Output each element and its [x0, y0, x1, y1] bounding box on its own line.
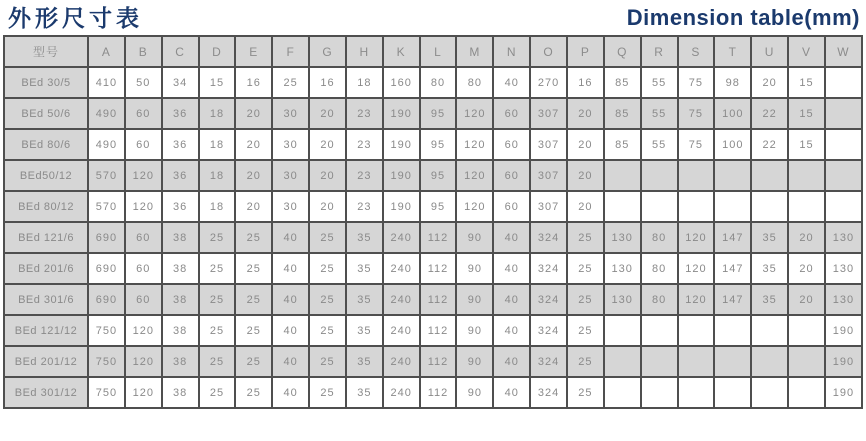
- value-cell: 20: [235, 98, 272, 129]
- value-cell: 25: [199, 315, 236, 346]
- value-cell: 75: [678, 67, 715, 98]
- value-cell: 20: [751, 67, 788, 98]
- value-cell: 18: [199, 98, 236, 129]
- value-cell: 240: [383, 346, 420, 377]
- value-cell: 324: [530, 284, 567, 315]
- value-cell: 35: [751, 253, 788, 284]
- column-header: T: [714, 36, 751, 67]
- value-cell: 40: [493, 377, 530, 408]
- value-cell: [751, 377, 788, 408]
- column-header: W: [825, 36, 862, 67]
- value-cell: 15: [788, 67, 825, 98]
- column-header: O: [530, 36, 567, 67]
- column-header: B: [125, 36, 162, 67]
- value-cell: 22: [751, 98, 788, 129]
- column-header: A: [88, 36, 125, 67]
- value-cell: 15: [199, 67, 236, 98]
- model-cell: BEd 121/12: [4, 315, 88, 346]
- value-cell: 570: [88, 160, 125, 191]
- value-cell: 100: [714, 98, 751, 129]
- value-cell: 112: [420, 222, 457, 253]
- table-body: [4, 67, 862, 408]
- model-cell: BEd 50/6: [4, 98, 88, 129]
- value-cell: [641, 191, 678, 222]
- value-cell: 95: [420, 129, 457, 160]
- value-cell: 36: [162, 160, 199, 191]
- value-cell: 190: [825, 346, 862, 377]
- value-cell: 20: [567, 129, 604, 160]
- value-cell: 190: [383, 98, 420, 129]
- value-cell: 307: [530, 98, 567, 129]
- value-cell: 40: [272, 315, 309, 346]
- value-cell: 25: [235, 346, 272, 377]
- value-cell: 60: [125, 284, 162, 315]
- value-cell: 120: [125, 315, 162, 346]
- value-cell: 18: [199, 129, 236, 160]
- value-cell: 60: [493, 191, 530, 222]
- value-cell: [604, 160, 641, 191]
- value-cell: 20: [567, 191, 604, 222]
- value-cell: 147: [714, 284, 751, 315]
- value-cell: 40: [493, 346, 530, 377]
- value-cell: 20: [788, 284, 825, 315]
- column-header: M: [456, 36, 493, 67]
- model-cell: BEd 121/6: [4, 222, 88, 253]
- value-cell: 690: [88, 253, 125, 284]
- value-cell: 16: [567, 67, 604, 98]
- value-cell: 18: [199, 191, 236, 222]
- value-cell: 90: [456, 222, 493, 253]
- value-cell: 60: [493, 98, 530, 129]
- value-cell: 40: [272, 377, 309, 408]
- value-cell: 20: [567, 160, 604, 191]
- value-cell: [825, 98, 862, 129]
- value-cell: 60: [493, 129, 530, 160]
- value-cell: 20: [309, 129, 346, 160]
- column-header: D: [199, 36, 236, 67]
- value-cell: 35: [751, 222, 788, 253]
- column-header-model: 型号: [4, 36, 88, 67]
- value-cell: 38: [162, 346, 199, 377]
- value-cell: 270: [530, 67, 567, 98]
- value-cell: 100: [714, 129, 751, 160]
- table-row: [4, 98, 862, 129]
- value-cell: 20: [567, 98, 604, 129]
- value-cell: 25: [235, 315, 272, 346]
- value-cell: 25: [567, 284, 604, 315]
- value-cell: 160: [383, 67, 420, 98]
- value-cell: 25: [309, 377, 346, 408]
- value-cell: [788, 315, 825, 346]
- value-cell: 34: [162, 67, 199, 98]
- value-cell: [604, 315, 641, 346]
- value-cell: 35: [346, 346, 383, 377]
- table-row: [4, 129, 862, 160]
- value-cell: 35: [751, 284, 788, 315]
- value-cell: 95: [420, 191, 457, 222]
- value-cell: 30: [272, 129, 309, 160]
- value-cell: 80: [641, 253, 678, 284]
- value-cell: 40: [493, 315, 530, 346]
- value-cell: 35: [346, 284, 383, 315]
- model-cell: BEd50/12: [4, 160, 88, 191]
- value-cell: 90: [456, 253, 493, 284]
- value-cell: 30: [272, 98, 309, 129]
- value-cell: 80: [456, 67, 493, 98]
- table-row: [4, 67, 862, 98]
- value-cell: 25: [199, 222, 236, 253]
- table-row: [4, 222, 862, 253]
- value-cell: 324: [530, 315, 567, 346]
- value-cell: 690: [88, 222, 125, 253]
- page-title-cn: 外形尺寸表: [8, 5, 143, 31]
- value-cell: 690: [88, 284, 125, 315]
- table-row: [4, 377, 862, 408]
- value-cell: 324: [530, 377, 567, 408]
- table-row: [4, 191, 862, 222]
- value-cell: 120: [678, 284, 715, 315]
- value-cell: 410: [88, 67, 125, 98]
- value-cell: 112: [420, 315, 457, 346]
- value-cell: 55: [641, 129, 678, 160]
- value-cell: [788, 346, 825, 377]
- value-cell: [714, 160, 751, 191]
- model-cell: BEd 80/12: [4, 191, 88, 222]
- value-cell: 25: [309, 346, 346, 377]
- value-cell: 20: [235, 129, 272, 160]
- value-cell: 30: [272, 191, 309, 222]
- column-header: F: [272, 36, 309, 67]
- value-cell: 18: [199, 160, 236, 191]
- value-cell: 60: [125, 98, 162, 129]
- value-cell: 120: [125, 346, 162, 377]
- value-cell: [714, 315, 751, 346]
- value-cell: 80: [641, 222, 678, 253]
- value-cell: 15: [788, 98, 825, 129]
- column-header: P: [567, 36, 604, 67]
- column-header: V: [788, 36, 825, 67]
- value-cell: 25: [199, 346, 236, 377]
- value-cell: 112: [420, 346, 457, 377]
- value-cell: 38: [162, 222, 199, 253]
- value-cell: 120: [125, 377, 162, 408]
- value-cell: [604, 191, 641, 222]
- table-row: [4, 160, 862, 191]
- value-cell: 190: [383, 129, 420, 160]
- value-cell: [641, 160, 678, 191]
- value-cell: 35: [346, 253, 383, 284]
- value-cell: 130: [604, 253, 641, 284]
- value-cell: 85: [604, 67, 641, 98]
- value-cell: [825, 160, 862, 191]
- value-cell: 60: [493, 160, 530, 191]
- column-header: H: [346, 36, 383, 67]
- value-cell: [678, 315, 715, 346]
- value-cell: 40: [493, 222, 530, 253]
- value-cell: [825, 129, 862, 160]
- column-header: K: [383, 36, 420, 67]
- value-cell: 25: [567, 346, 604, 377]
- column-header: R: [641, 36, 678, 67]
- value-cell: 16: [235, 67, 272, 98]
- page-title-en: Dimension table(mm): [626, 5, 860, 30]
- table-head: [4, 36, 862, 67]
- value-cell: 190: [383, 191, 420, 222]
- value-cell: 95: [420, 98, 457, 129]
- value-cell: 25: [567, 315, 604, 346]
- model-cell: BEd 201/12: [4, 346, 88, 377]
- value-cell: 750: [88, 315, 125, 346]
- titlebar: [0, 0, 866, 35]
- column-header: E: [235, 36, 272, 67]
- value-cell: 20: [788, 222, 825, 253]
- value-cell: 55: [641, 98, 678, 129]
- value-cell: [751, 191, 788, 222]
- value-cell: 307: [530, 160, 567, 191]
- value-cell: 190: [383, 160, 420, 191]
- value-cell: 25: [235, 222, 272, 253]
- value-cell: 18: [346, 67, 383, 98]
- value-cell: 307: [530, 191, 567, 222]
- value-cell: 190: [825, 377, 862, 408]
- value-cell: 36: [162, 98, 199, 129]
- value-cell: 40: [493, 284, 530, 315]
- value-cell: 25: [199, 377, 236, 408]
- value-cell: 25: [309, 315, 346, 346]
- table-header-row: [4, 36, 862, 67]
- value-cell: 324: [530, 253, 567, 284]
- value-cell: 38: [162, 377, 199, 408]
- value-cell: [751, 346, 788, 377]
- value-cell: 190: [825, 315, 862, 346]
- value-cell: 40: [493, 253, 530, 284]
- value-cell: 23: [346, 98, 383, 129]
- value-cell: 35: [346, 222, 383, 253]
- value-cell: [604, 346, 641, 377]
- value-cell: 750: [88, 377, 125, 408]
- value-cell: 120: [456, 129, 493, 160]
- value-cell: [788, 191, 825, 222]
- value-cell: 85: [604, 98, 641, 129]
- value-cell: 36: [162, 129, 199, 160]
- value-cell: 112: [420, 377, 457, 408]
- value-cell: 90: [456, 346, 493, 377]
- value-cell: 25: [567, 253, 604, 284]
- value-cell: 25: [199, 253, 236, 284]
- value-cell: 90: [456, 284, 493, 315]
- value-cell: 40: [272, 284, 309, 315]
- value-cell: 130: [604, 284, 641, 315]
- value-cell: 38: [162, 284, 199, 315]
- value-cell: [825, 191, 862, 222]
- value-cell: 40: [272, 222, 309, 253]
- value-cell: 38: [162, 253, 199, 284]
- value-cell: [714, 346, 751, 377]
- value-cell: 23: [346, 129, 383, 160]
- value-cell: 98: [714, 67, 751, 98]
- table-row: [4, 284, 862, 315]
- value-cell: 120: [678, 222, 715, 253]
- value-cell: 750: [88, 346, 125, 377]
- value-cell: [641, 377, 678, 408]
- value-cell: [678, 377, 715, 408]
- value-cell: 147: [714, 222, 751, 253]
- value-cell: 25: [309, 284, 346, 315]
- value-cell: 570: [88, 191, 125, 222]
- value-cell: 40: [493, 67, 530, 98]
- column-header: L: [420, 36, 457, 67]
- value-cell: [714, 377, 751, 408]
- value-cell: [641, 315, 678, 346]
- value-cell: 36: [162, 191, 199, 222]
- value-cell: 240: [383, 377, 420, 408]
- value-cell: 120: [125, 191, 162, 222]
- table-row: [4, 346, 862, 377]
- value-cell: 30: [272, 160, 309, 191]
- value-cell: 20: [788, 253, 825, 284]
- value-cell: [604, 377, 641, 408]
- model-cell: BEd 301/6: [4, 284, 88, 315]
- value-cell: 75: [678, 129, 715, 160]
- value-cell: 130: [825, 222, 862, 253]
- value-cell: 240: [383, 315, 420, 346]
- column-header: Q: [604, 36, 641, 67]
- value-cell: 40: [272, 253, 309, 284]
- value-cell: 490: [88, 129, 125, 160]
- model-cell: BEd 301/12: [4, 377, 88, 408]
- value-cell: 130: [825, 253, 862, 284]
- value-cell: [641, 346, 678, 377]
- value-cell: [788, 160, 825, 191]
- value-cell: 25: [199, 284, 236, 315]
- value-cell: 120: [456, 191, 493, 222]
- model-cell: BEd 201/6: [4, 253, 88, 284]
- value-cell: 85: [604, 129, 641, 160]
- value-cell: 23: [346, 160, 383, 191]
- value-cell: 90: [456, 315, 493, 346]
- value-cell: 55: [641, 67, 678, 98]
- value-cell: 90: [456, 377, 493, 408]
- value-cell: 60: [125, 222, 162, 253]
- model-cell: BEd 30/5: [4, 67, 88, 98]
- value-cell: 20: [309, 98, 346, 129]
- value-cell: 25: [567, 377, 604, 408]
- column-header: C: [162, 36, 199, 67]
- value-cell: 75: [678, 98, 715, 129]
- value-cell: 38: [162, 315, 199, 346]
- value-cell: 80: [420, 67, 457, 98]
- value-cell: 240: [383, 284, 420, 315]
- value-cell: 23: [346, 191, 383, 222]
- value-cell: 120: [456, 98, 493, 129]
- value-cell: 25: [272, 67, 309, 98]
- value-cell: 22: [751, 129, 788, 160]
- value-cell: 40: [272, 346, 309, 377]
- value-cell: 240: [383, 253, 420, 284]
- value-cell: 324: [530, 346, 567, 377]
- value-cell: 15: [788, 129, 825, 160]
- value-cell: [751, 315, 788, 346]
- column-header: S: [678, 36, 715, 67]
- value-cell: 324: [530, 222, 567, 253]
- value-cell: 112: [420, 284, 457, 315]
- value-cell: 120: [125, 160, 162, 191]
- value-cell: 20: [309, 160, 346, 191]
- value-cell: 490: [88, 98, 125, 129]
- table-row: [4, 315, 862, 346]
- value-cell: 112: [420, 253, 457, 284]
- value-cell: 35: [346, 315, 383, 346]
- value-cell: [788, 377, 825, 408]
- table-row: [4, 253, 862, 284]
- value-cell: 20: [235, 160, 272, 191]
- value-cell: 60: [125, 129, 162, 160]
- column-header: G: [309, 36, 346, 67]
- value-cell: 16: [309, 67, 346, 98]
- model-cell: BEd 80/6: [4, 129, 88, 160]
- value-cell: 25: [235, 253, 272, 284]
- value-cell: 25: [235, 284, 272, 315]
- value-cell: 147: [714, 253, 751, 284]
- value-cell: 95: [420, 160, 457, 191]
- dimension-table: [3, 35, 863, 409]
- value-cell: 20: [309, 191, 346, 222]
- value-cell: 25: [309, 222, 346, 253]
- value-cell: 130: [604, 222, 641, 253]
- value-cell: 120: [456, 160, 493, 191]
- value-cell: [678, 160, 715, 191]
- value-cell: [678, 346, 715, 377]
- value-cell: 120: [678, 253, 715, 284]
- value-cell: 60: [125, 253, 162, 284]
- value-cell: [751, 160, 788, 191]
- value-cell: 25: [567, 222, 604, 253]
- column-header: U: [751, 36, 788, 67]
- value-cell: [678, 191, 715, 222]
- value-cell: 240: [383, 222, 420, 253]
- column-header: N: [493, 36, 530, 67]
- value-cell: 25: [309, 253, 346, 284]
- value-cell: 307: [530, 129, 567, 160]
- value-cell: 50: [125, 67, 162, 98]
- value-cell: 35: [346, 377, 383, 408]
- value-cell: [825, 67, 862, 98]
- value-cell: [714, 191, 751, 222]
- value-cell: 130: [825, 284, 862, 315]
- value-cell: 80: [641, 284, 678, 315]
- value-cell: 25: [235, 377, 272, 408]
- value-cell: 20: [235, 191, 272, 222]
